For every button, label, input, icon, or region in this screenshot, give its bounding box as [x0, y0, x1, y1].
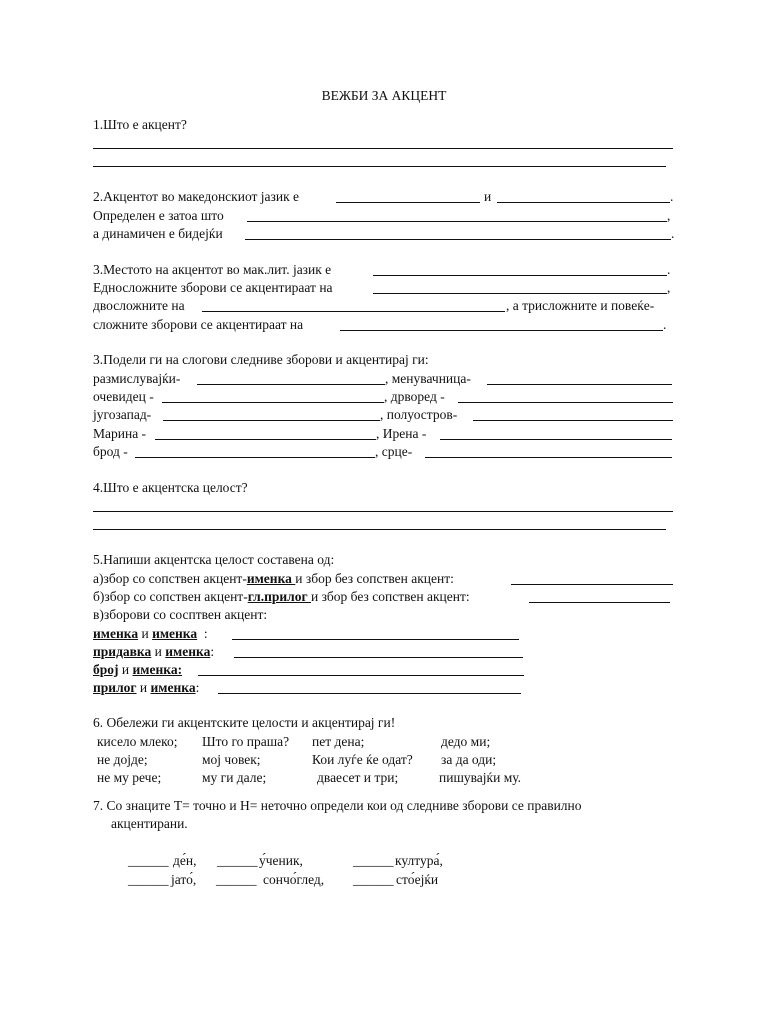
- q5-pair-tail: :: [197, 626, 208, 641]
- q6-phrase: кисело млеко;: [97, 734, 178, 749]
- q3-line2-text: Едносложните зборови се акцентираат на: [93, 280, 333, 295]
- q5-pair-word2: именка: [165, 644, 211, 659]
- q5-pair-and: и: [118, 662, 133, 677]
- q5-pair-and: и: [138, 626, 153, 641]
- q6-phrase: мој човек;: [202, 752, 261, 767]
- q3-line1-end: .: [667, 262, 671, 277]
- q4-label: 4.Што е акцентска целост?: [93, 480, 248, 495]
- q5-b-post: и збор без сопствен акцент:: [311, 589, 470, 604]
- q3-line3-text: двосложните на: [93, 298, 185, 313]
- q3b-blank[interactable]: [458, 402, 673, 403]
- q3b-blank[interactable]: [162, 402, 384, 403]
- q7-word: у́ченик,: [259, 853, 303, 868]
- q3-line4-text: сложните зборови се акцентираат на: [93, 317, 304, 332]
- q7-word: јато́,: [171, 872, 197, 887]
- q3-blank-4[interactable]: [340, 330, 663, 331]
- q3b-word: , дрворед -: [384, 389, 445, 404]
- q3b-blank[interactable]: [440, 439, 672, 440]
- q2-line3-text: а динамичен е бидејќи: [93, 226, 223, 241]
- q5-pair-word1: прилог: [93, 680, 137, 695]
- q6-phrase: му ги дале;: [202, 770, 267, 785]
- q3-line2-end: ,: [667, 280, 671, 295]
- q3b-word: очевидец -: [93, 389, 154, 404]
- q5-pair-word1: број: [93, 662, 119, 677]
- q3b-word: , полуостров-: [380, 407, 458, 422]
- q2-line2-text: Определен е затоа што: [93, 208, 224, 223]
- q5-pair: [93, 680, 199, 696]
- q3b-word: брод -: [93, 444, 128, 459]
- q5-b-text: [93, 589, 470, 605]
- q6-phrase: дедо ми;: [441, 734, 491, 749]
- q2-line1-and: и: [484, 189, 492, 204]
- q5-a-text: [93, 571, 454, 587]
- q7-word: сто́ејќи: [396, 872, 439, 887]
- q7-answer-blank[interactable]: ______: [128, 872, 169, 887]
- q6-phrase: Што го праша?: [202, 734, 290, 749]
- q3b-blank[interactable]: [487, 384, 672, 385]
- q3b-blank[interactable]: [425, 457, 672, 458]
- page-title: ВЕЖБИ ЗА АКЦЕНТ: [321, 88, 447, 103]
- q3b-word: размислувајќи-: [93, 371, 181, 386]
- q6-phrase: пет дена;: [312, 734, 365, 749]
- q5-pair-blank[interactable]: [232, 639, 519, 640]
- q3b-blank[interactable]: [197, 384, 385, 385]
- q5-b-bold: гл.прилог: [247, 589, 311, 604]
- q5-pair: [93, 662, 182, 678]
- q5-c-label: в)зборови со сосптвен акцент:: [93, 607, 268, 622]
- q7-answer-blank[interactable]: ______: [216, 872, 257, 887]
- q5-pair-word2: именка:: [132, 662, 183, 677]
- q6-phrase: не му рече;: [97, 770, 162, 785]
- q2-blank-1[interactable]: [336, 202, 480, 203]
- q1-answer-line-2[interactable]: [93, 166, 666, 167]
- q3b-blank[interactable]: [155, 439, 376, 440]
- q1-label: 1.Што е акцент?: [93, 117, 187, 132]
- q5-pair-tail: :: [210, 644, 215, 659]
- q5-a-bold: именка: [246, 571, 296, 586]
- q6-phrase: за да оди;: [441, 752, 497, 767]
- q5-a-pre: а)збор со сопствен акцент-: [93, 571, 247, 586]
- q3-line3-text-b: , а трисложните и повеќе-: [506, 298, 655, 313]
- q3b-blank[interactable]: [473, 420, 673, 421]
- q5-pair-blank[interactable]: [198, 675, 524, 676]
- q5-a-post: и збор без сопствен акцент:: [295, 571, 454, 586]
- q7-answer-blank[interactable]: ______: [128, 853, 169, 868]
- q6-phrase: пишувајќи му.: [439, 770, 522, 785]
- q3-line1-text: 3.Местото на акцентот во мак.лит. јазик е: [93, 262, 332, 277]
- q7-answer-blank[interactable]: ______: [217, 853, 258, 868]
- q7-line1: 7. Со знаците Т= точно и Н= неточно определи кои од следниве зборови се правилно: [93, 798, 582, 813]
- q7-line2: акцентирани.: [111, 816, 188, 831]
- q5-pair-word1: именка: [93, 626, 139, 641]
- q3b-word: , срце-: [375, 444, 413, 459]
- q5-pair-word1: придавка: [93, 644, 152, 659]
- q7-answer-blank[interactable]: ______: [353, 872, 394, 887]
- q5-pair-blank[interactable]: [218, 693, 521, 694]
- q5-pair-tail: :: [195, 680, 200, 695]
- q2-blank-2[interactable]: [497, 202, 670, 203]
- q3-blank-2[interactable]: [373, 293, 667, 294]
- q3-blank-1[interactable]: [373, 275, 667, 276]
- q2-blank-3[interactable]: [247, 221, 667, 222]
- q6-phrase: не дојде;: [97, 752, 148, 767]
- q5-pair: [93, 644, 214, 660]
- q6-phrase: Кои луѓе ќе одат?: [312, 752, 413, 767]
- q2-blank-4[interactable]: [245, 239, 671, 240]
- q3b-word: Марина -: [93, 426, 147, 441]
- q4-answer-line-1[interactable]: [93, 511, 673, 512]
- q5-pair-word2: именка: [152, 626, 198, 641]
- q3-blank-3[interactable]: [202, 311, 505, 312]
- q5-pair: [93, 626, 208, 642]
- q5-pair-and: и: [151, 644, 166, 659]
- q6-phrase: дваесет и три;: [317, 770, 399, 785]
- q3b-blank[interactable]: [135, 457, 375, 458]
- q5-b-pre: б)збор со сопствен акцент-: [93, 589, 248, 604]
- q7-word: де́н,: [173, 853, 197, 868]
- q5-pair-blank[interactable]: [234, 657, 523, 658]
- q3b-word: , менувачница-: [385, 371, 471, 386]
- q3-line4-end: .: [663, 317, 667, 332]
- q7-word: култура́,: [395, 853, 443, 868]
- q2-line2-end: ,: [667, 208, 671, 223]
- q3b-blank[interactable]: [163, 420, 380, 421]
- q7-answer-blank[interactable]: ______: [353, 853, 394, 868]
- q2-line1-end: .: [670, 189, 674, 204]
- q5-label: 5.Напиши акцентска целост составена од:: [93, 552, 335, 567]
- q5-pair-and: и: [136, 680, 151, 695]
- q7-word: сончо́глед,: [263, 872, 325, 887]
- q6-label: 6. Обележи ги акцентските целости и акцентирај ги!: [93, 715, 396, 730]
- q3b-label: 3.Подели ги на слогови следниве зборови и акцентирај ги:: [93, 352, 429, 367]
- q5-pair-word2: именка: [150, 680, 196, 695]
- q3b-word: , Ирена -: [376, 426, 427, 441]
- q3b-word: југозапад-: [93, 407, 152, 422]
- q2-line1-text: 2.Акцентот во македонскиот јазик е: [93, 189, 300, 204]
- q4-answer-line-2[interactable]: [93, 529, 666, 530]
- q1-answer-line-1[interactable]: [93, 148, 673, 149]
- q5-a-blank[interactable]: [511, 584, 673, 585]
- q5-b-blank[interactable]: [529, 602, 670, 603]
- q2-line3-end: .: [671, 226, 675, 241]
